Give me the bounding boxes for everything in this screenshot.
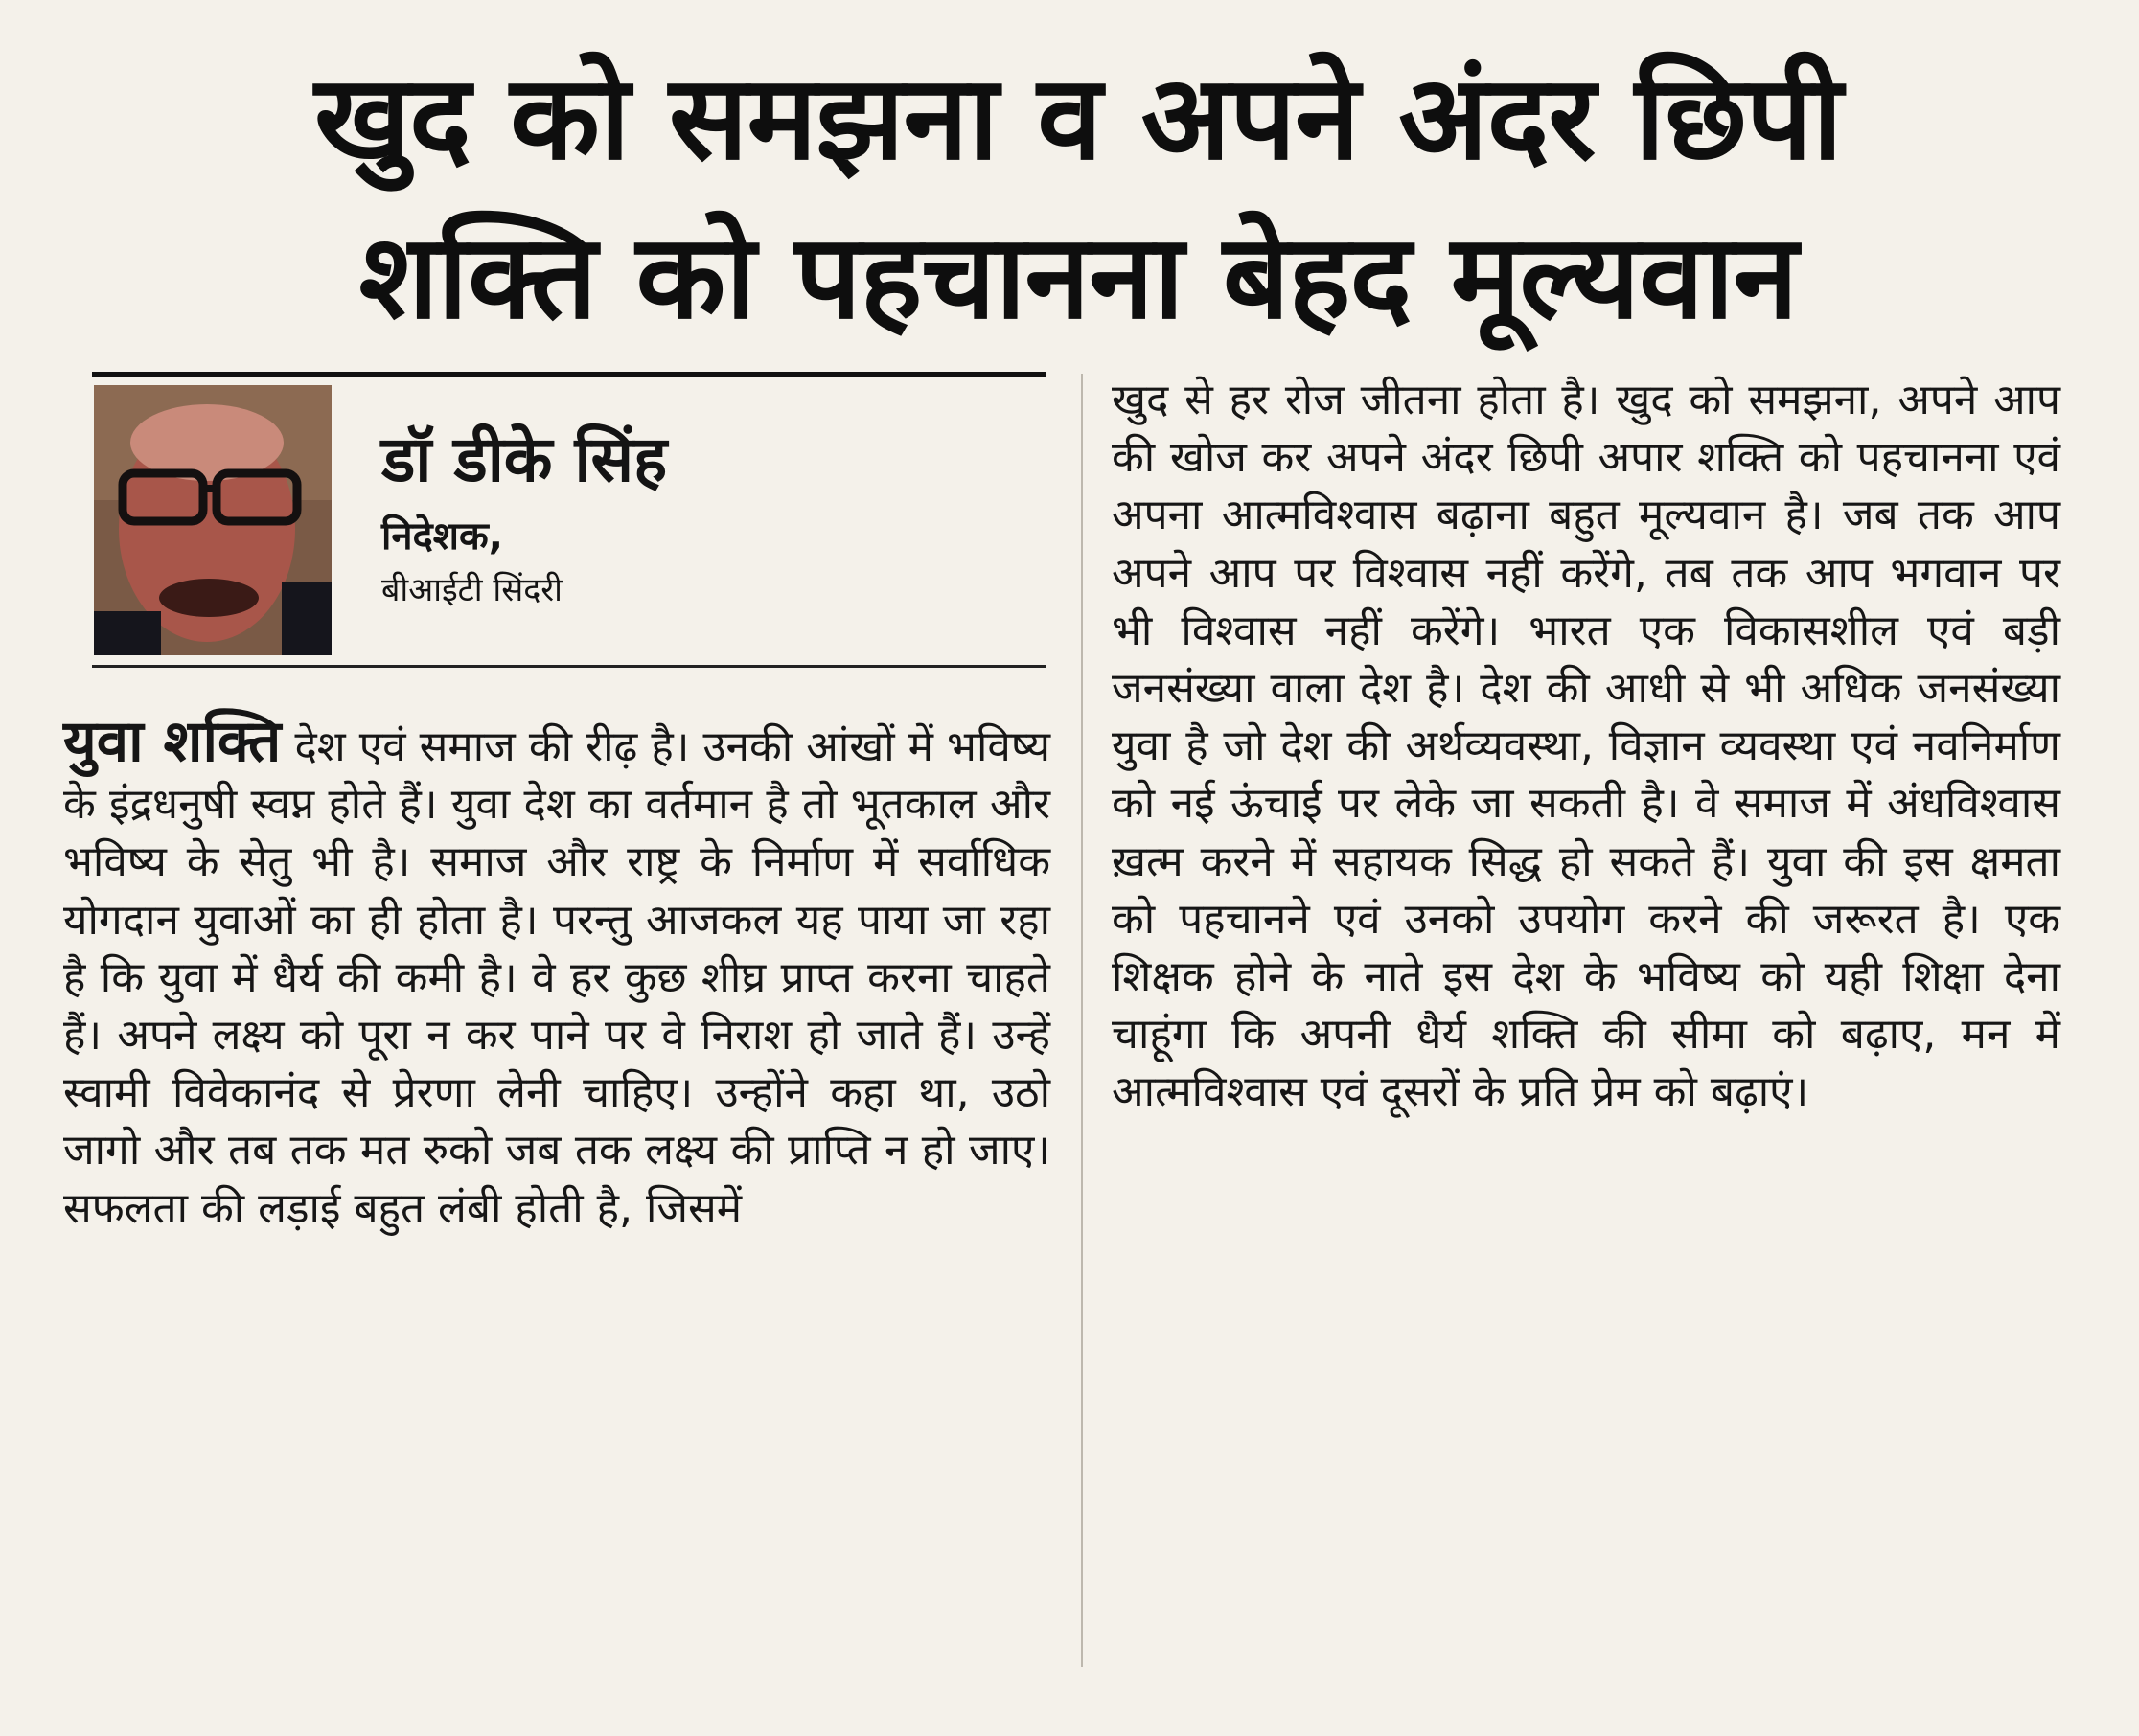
headline-line-1: खुद को समझना व अपने अंदर छिपी [314,50,1842,186]
author-portrait-image [94,385,332,655]
headline-line-2: शक्ति को पहचानना बेहद मूल्यवान [358,209,1798,345]
article-right-column [1112,372,2060,1122]
author-title: निदेशक, [381,514,503,559]
byline-top-rule [92,372,1046,377]
author-organization: बीआईटी सिंदरी [381,571,563,609]
author-name: डॉ डीके सिंह [381,423,668,496]
article-lead: युवा शक्ति [63,708,282,775]
column-divider [1081,374,1083,1667]
byline [381,420,1033,615]
byline-bottom-rule [92,665,1046,668]
left-column-text: देश एवं समाज की रीढ़ है। उनकी आंखों में भविष्य के इंद्रधनुषी स्वप्न होते हैं। युवा देश का वर्तमान है तो भूतकाल और भविष्य के सेतु भी है। समाज और राष्ट्र के निर्माण में सर्वाधिक योगदान युवाओं का ही होता है। परन्तु आजकल यह पाया जा रहा है कि युवा में धैर्य की कमी है। वे हर कुछ शीघ्र प्राप्त करना चाहते हैं। अपने लक्ष्य को पूरा न कर पाने पर वे निराश हो जाते हैं। उन्हें स्वामी विवेकानंद से प्रेरणा लेनी चाहिए। उन्होंने कहा था, उठो जागो और तब तक मत रुको जब तक लक्ष्य की प्राप्ति न हो जाए। सफलता की लड़ाई बहुत लंबी होती है, जिसमें [63,722,1050,1233]
right-column-text: खुद से हर रोज जीतना होता है। खुद को समझना, अपने आप की खोज कर अपने अंदर छिपी अपार शक्ति को पहचानना एवं अपना आत्मविश्वास बढ़ाना बहुत मूल्यवान है। जब तक आप अपने आप पर विश्वास नहीं करेंगे, तब तक आप भगवान पर भी विश्वास नहीं करेंगे। भारत एक विकासशील एवं बड़ी जनसंख्या वाला देश है। देश की आधी से भी अधिक जनसंख्या युवा है जो देश की अर्थव्यवस्था, विज्ञान व्यवस्था एवं नवनिर्माण को नई ऊंचाई पर लेके जा सकती है। वे समाज में अंधविश्वास ख़त्म करने में सहायक सिद्ध हो सकते हैं। युवा की इस क्षमता को पहचानने एवं उनको उपयोग करने की जरूरत है। एक शिक्षक होने के नाते इस देश के भविष्य को यही शिक्षा देना चाहूंगा कि अपनी धैर्य शक्ति की सीमा को बढ़ाए, मन में आत्मविश्वास एवं दूसरों के प्रति प्रेम को बढ़ाएं। [1112,376,2060,1117]
article-left-column [63,708,1050,1238]
headline [105,38,2051,356]
author-photo [94,385,332,655]
